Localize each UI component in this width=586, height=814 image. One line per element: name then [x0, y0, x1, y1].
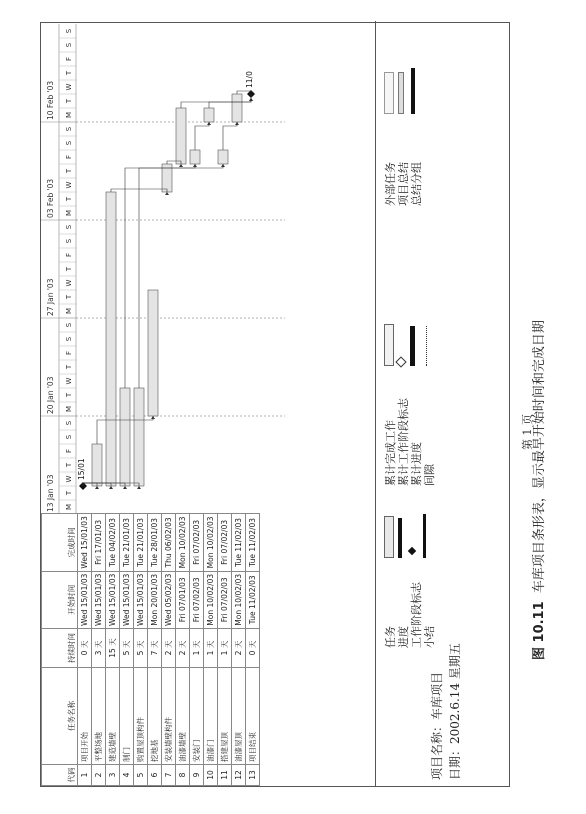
dependency-arrow [193, 164, 197, 167]
day-tick: F [65, 252, 73, 258]
cell-end: Tue 11/02/03 [232, 514, 246, 571]
gantt-sheet [40, 22, 510, 787]
day-tick: S [65, 126, 73, 132]
week-label: 20 Jan '03 [46, 376, 55, 414]
gantt-chart [41, 21, 285, 514]
cell-start: Wed 15/01/03 [78, 571, 92, 628]
day-tick: M [65, 209, 73, 217]
day-tick: F [65, 448, 73, 454]
day-tick: S [65, 420, 73, 426]
cell-start: Mon 20/01/03 [148, 571, 162, 628]
dependency-arrow [207, 122, 211, 125]
day-tick: S [65, 140, 73, 146]
legend-task: 任务 [384, 626, 397, 648]
day-tick: F [65, 154, 73, 160]
task-bar [190, 150, 200, 164]
legend-external-swatch [384, 72, 394, 114]
cell-end: Fri 07/02/03 [218, 514, 232, 571]
dependency-arrow [235, 122, 239, 125]
legend [375, 21, 512, 786]
day-tick: T [65, 196, 73, 202]
cell-name: 安装墙壁构件 [162, 668, 176, 765]
day-tick: S [65, 224, 73, 230]
milestone-label: 11/0 [245, 71, 254, 88]
cell-start: Wed 15/01/03 [120, 571, 134, 628]
cell-end: Mon 10/02/03 [204, 514, 218, 571]
day-tick: S [65, 238, 73, 244]
legend-summary: 小结 [423, 626, 436, 648]
day-tick: F [65, 56, 73, 62]
cell-duration: 0 天 [246, 629, 260, 668]
table-row [162, 514, 176, 786]
cell-id: 6 [148, 765, 162, 786]
cell-start: Wed 15/01/03 [92, 571, 106, 628]
day-tick: T [65, 70, 73, 76]
legend-col2 [384, 398, 436, 486]
task-bar [106, 192, 116, 486]
cell-id: 12 [232, 765, 246, 786]
day-tick: W [65, 279, 73, 287]
cell-name: 购置屋顶构件 [134, 668, 148, 765]
cell-name: 平整场地 [92, 668, 106, 765]
table-row [92, 514, 106, 786]
header-start: 开始时间 [42, 571, 78, 628]
cell-end: Tue 28/01/03 [148, 514, 162, 571]
table-row [218, 514, 232, 786]
task-table [41, 513, 260, 786]
cell-end: Fri 17/01/03 [92, 514, 106, 571]
caption-label: 图 10.11 [532, 601, 547, 660]
table-header [42, 514, 78, 786]
cell-id: 11 [218, 765, 232, 786]
cell-start: Wed 05/02/03 [162, 571, 176, 628]
day-tick: T [65, 392, 73, 398]
dependency-line [195, 122, 209, 150]
cell-start: Fri 07/02/03 [218, 571, 232, 628]
cell-name: 制门 [120, 668, 134, 765]
day-tick: W [65, 475, 73, 483]
cell-start: Fri 07/02/03 [190, 571, 204, 628]
cell-id: 2 [92, 765, 106, 786]
cell-start: Fri 07/01/03 [176, 571, 190, 628]
caption-text: 车库项目条形表，显示最早开始时间和完成日期 [532, 320, 547, 594]
cell-end: Tue 21/01/03 [134, 514, 148, 571]
dependency-arrow [179, 164, 183, 167]
day-tick: W [65, 83, 73, 91]
day-tick: M [65, 307, 73, 315]
task-bar [120, 388, 130, 486]
milestone-label: 15/01 [77, 458, 86, 480]
legend-split: 间隙 [423, 464, 436, 486]
dependency-line [209, 98, 251, 108]
table-row [246, 514, 260, 786]
day-tick: M [65, 111, 73, 119]
week-label: 27 Jan '03 [46, 278, 55, 316]
dependency-line [83, 483, 125, 486]
cell-end: Tue 04/02/03 [106, 514, 120, 571]
dependency-arrow [249, 98, 253, 101]
legend-rolled-milestone: 累计工作阶段标志 [397, 398, 410, 486]
day-tick: S [65, 28, 73, 34]
cell-duration: 1 天 [218, 629, 232, 668]
task-bar [134, 388, 144, 486]
cell-name: 油漆门 [204, 668, 218, 765]
day-tick: F [65, 350, 73, 356]
task-bar [92, 444, 102, 486]
legend-rolled-progress: 累计进度 [410, 442, 423, 486]
dependency-arrow [95, 486, 99, 489]
table-row [78, 514, 92, 786]
dependency-arrow [221, 164, 225, 167]
table-row [190, 514, 204, 786]
table-row [134, 514, 148, 786]
task-bar [232, 94, 242, 122]
cell-start: Mon 10/02/03 [204, 571, 218, 628]
cell-duration: 15 天 [106, 629, 120, 668]
cell-id: 5 [134, 765, 148, 786]
cell-name: 油漆屋顶 [232, 668, 246, 765]
day-tick: T [65, 168, 73, 174]
legend-rolled-progress-swatch [410, 326, 415, 366]
table-row [106, 514, 120, 786]
legend-project-summary: 项目总结 [397, 162, 410, 206]
cell-name: 项目结束 [246, 668, 260, 765]
cell-duration: 1 天 [190, 629, 204, 668]
legend-summary-swatch [423, 514, 426, 558]
project-name: 项目名称：车库项目 [430, 671, 444, 780]
day-tick: M [65, 503, 73, 511]
cell-end: Tue 21/01/03 [120, 514, 134, 571]
legend-col3 [384, 162, 423, 206]
cell-id: 9 [190, 765, 204, 786]
project-date: 日期：2002.6.14 星期五 [448, 643, 462, 780]
legend-group-summary-swatch [411, 68, 415, 114]
dependency-arrow [151, 416, 155, 419]
legend-rolled-task: 累计完成工作 [384, 420, 397, 486]
legend-task-swatch [384, 516, 394, 558]
cell-id: 8 [176, 765, 190, 786]
cell-name: 油漆墙壁 [176, 668, 190, 765]
dependency-arrow [137, 486, 141, 489]
day-tick: S [65, 322, 73, 328]
day-tick: S [65, 42, 73, 48]
legend-milestone-swatch [408, 547, 416, 555]
cell-duration: 5 天 [120, 629, 134, 668]
legend-progress: 进度 [397, 626, 410, 648]
dependency-line [223, 122, 237, 150]
legend-external: 外部任务 [384, 162, 397, 206]
cell-duration: 2 天 [176, 629, 190, 668]
cell-duration: 3 天 [92, 629, 106, 668]
week-label: 10 Feb '03 [46, 80, 55, 120]
day-tick: T [65, 490, 73, 496]
cell-id: 10 [204, 765, 218, 786]
legend-progress-swatch [398, 518, 402, 558]
figure-caption [528, 320, 547, 660]
table-row [232, 514, 246, 786]
task-bar [204, 108, 214, 122]
cell-name: 搭建屋顶 [218, 668, 232, 765]
cell-end: Fri 07/02/03 [190, 514, 204, 571]
page-number: 第 1 页 [521, 414, 534, 450]
dependency-arrow [109, 486, 113, 489]
legend-group-summary: 总结分组 [410, 162, 423, 206]
cell-id: 7 [162, 765, 176, 786]
legend-milestone: 工作阶段标志 [410, 582, 423, 648]
week-label: 03 Feb '03 [46, 178, 55, 218]
cell-end: Wed 15/01/03 [78, 514, 92, 571]
cell-id: 3 [106, 765, 120, 786]
dependency-arrow [165, 192, 169, 195]
cell-duration: 7 天 [148, 629, 162, 668]
day-tick: M [65, 405, 73, 413]
week-label: 13 Jan '03 [46, 474, 55, 512]
cell-start: Wed 15/01/03 [106, 571, 120, 628]
task-bar [218, 150, 228, 164]
header-end: 完成时间 [42, 514, 78, 571]
legend-col1 [384, 582, 436, 648]
task-bar [148, 290, 158, 416]
legend-rolled-milestone-swatch [395, 356, 406, 367]
cell-name: 挖地基 [148, 668, 162, 765]
cell-name: 安装门 [190, 668, 204, 765]
cell-start: Mon 10/02/03 [232, 571, 246, 628]
header-name: 任务名称 [42, 668, 78, 765]
task-bar [176, 108, 186, 164]
day-tick: W [65, 377, 73, 385]
legend-rolled-task-swatch [384, 324, 394, 366]
cell-duration: 5 天 [134, 629, 148, 668]
cell-end: Thu 06/02/03 [162, 514, 176, 571]
gantt-svg [41, 21, 285, 514]
dependency-line [125, 164, 195, 388]
legend-project-summary-swatch [398, 72, 404, 114]
cell-id: 1 [78, 765, 92, 786]
day-tick: T [65, 462, 73, 468]
cell-id: 13 [246, 765, 260, 786]
day-tick: T [65, 364, 73, 370]
cell-name: 项目开始 [78, 668, 92, 765]
header-duration: 持续时间 [42, 629, 78, 668]
cell-id: 4 [120, 765, 134, 786]
cell-end: Mon 10/02/03 [176, 514, 190, 571]
cell-start: Wed 15/01/03 [134, 571, 148, 628]
cell-duration: 1 天 [204, 629, 218, 668]
cell-name: 建造墙壁 [106, 668, 120, 765]
cell-duration: 2 天 [162, 629, 176, 668]
table-row [120, 514, 134, 786]
day-tick: T [65, 294, 73, 300]
day-tick: T [65, 266, 73, 272]
day-tick: T [65, 98, 73, 104]
day-tick: S [65, 336, 73, 342]
cell-duration: 2 天 [232, 629, 246, 668]
table-row [176, 514, 190, 786]
day-tick: W [65, 181, 73, 189]
table-row [148, 514, 162, 786]
cell-duration: 0 天 [78, 629, 92, 668]
cell-end: Tue 11/02/03 [246, 514, 260, 571]
day-tick: S [65, 434, 73, 440]
legend-split-swatch [426, 326, 427, 366]
table-row [204, 514, 218, 786]
dependency-arrow [123, 486, 127, 489]
header-id: 代码 [42, 765, 78, 786]
cell-start: Tue 11/02/03 [246, 571, 260, 628]
